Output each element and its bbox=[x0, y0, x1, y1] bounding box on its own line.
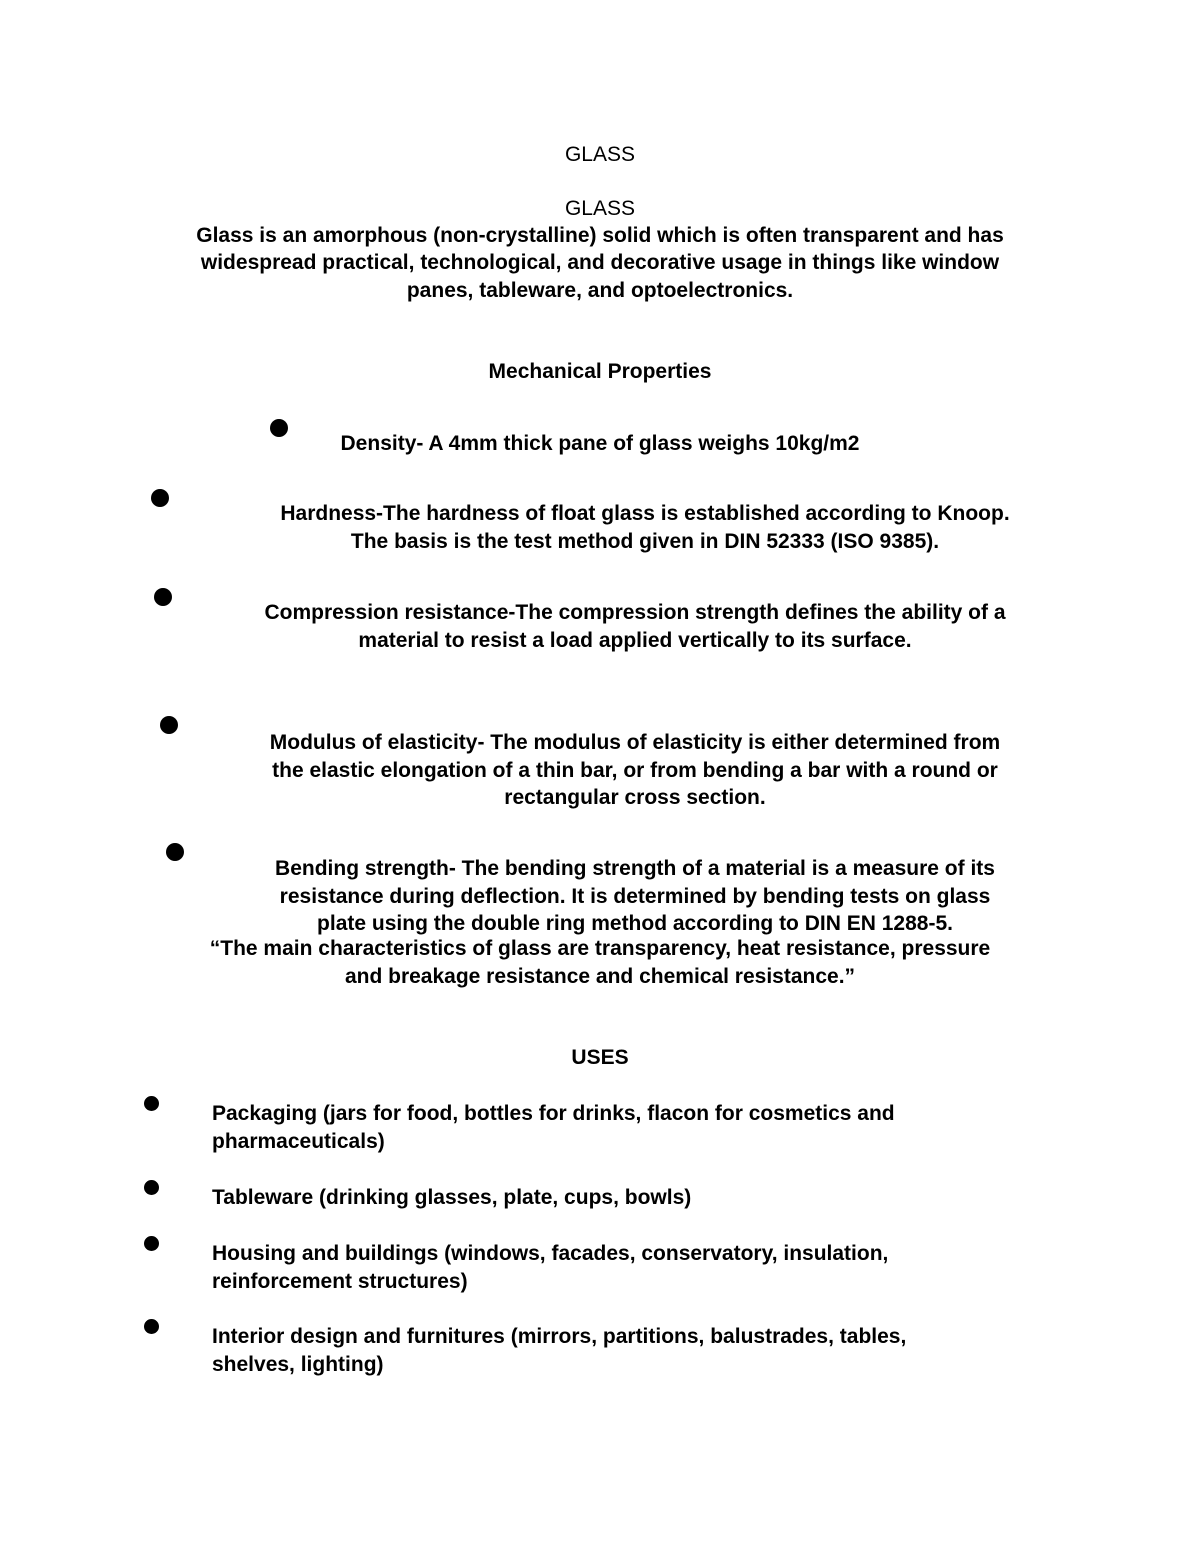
property-line: plate using the double ring method according to DIN EN 1288-5. bbox=[317, 912, 953, 935]
bullet-icon bbox=[144, 1096, 159, 1111]
bullet-icon bbox=[166, 843, 184, 861]
property-modulus bbox=[185, 729, 1085, 812]
use-line: Packaging (jars for food, bottles for drinks, flacon for cosmetics and bbox=[212, 1102, 895, 1125]
property-compression bbox=[185, 599, 1085, 654]
quote-line: “The main characteristics of glass are transparency, heat resistance, pressure bbox=[209, 937, 991, 960]
property-line: resistance during deflection. It is determined by bending tests on glass bbox=[279, 884, 991, 908]
header-title: GLASS bbox=[564, 143, 636, 166]
bullet-icon bbox=[144, 1180, 159, 1195]
property-line: Bending strength- The bending strength of a material is a measure of its bbox=[275, 857, 995, 880]
property-line: Modulus of elasticity- The modulus of elasticity is either determined from bbox=[269, 731, 1001, 754]
bullet-icon bbox=[154, 588, 172, 606]
use-line: shelves, lighting) bbox=[212, 1352, 384, 1376]
property-line: Compression resistance-The compression strength defines the ability of a bbox=[264, 601, 1006, 624]
property-line: material to resist a load applied vertically to its surface. bbox=[358, 628, 912, 652]
use-line: Housing and buildings (windows, facades, conservatory, insulation, bbox=[212, 1242, 889, 1265]
use-housing bbox=[212, 1240, 888, 1295]
property-line: rectangular cross section. bbox=[504, 786, 766, 809]
intro-line: panes, tableware, and optoelectronics. bbox=[406, 279, 794, 302]
bullet-icon bbox=[144, 1319, 159, 1334]
bullet-icon bbox=[270, 419, 288, 437]
uses-heading: USES bbox=[571, 1046, 629, 1069]
use-line: Tableware (drinking glasses, plate, cups, bowls) bbox=[212, 1186, 692, 1209]
use-tableware bbox=[212, 1184, 691, 1212]
use-line: pharmaceuticals) bbox=[212, 1129, 385, 1153]
bullet-icon bbox=[160, 716, 178, 734]
page-title: GLASS bbox=[564, 197, 636, 220]
bullet-icon bbox=[144, 1236, 159, 1251]
intro-line: widespread practical, technological, and decorative usage in things like window bbox=[200, 251, 1000, 274]
quote-line: and breakage resistance and chemical resistance.” bbox=[344, 964, 856, 988]
intro-line: Glass is an amorphous (non-crystalline) solid which is often transparent and has bbox=[196, 224, 1004, 247]
use-interior bbox=[212, 1323, 906, 1378]
use-packaging bbox=[212, 1100, 895, 1155]
property-line: The basis is the test method given in DIN 52333 (ISO 9385). bbox=[350, 529, 940, 553]
mechanical-properties-heading: Mechanical Properties bbox=[488, 360, 712, 383]
use-line: Interior design and furnitures (mirrors, partitions, balustrades, tables, bbox=[212, 1325, 907, 1348]
property-line: Hardness-The hardness of float glass is established according to Knoop. bbox=[280, 502, 1010, 525]
property-bending bbox=[185, 855, 1085, 938]
use-line: reinforcement structures) bbox=[212, 1269, 468, 1293]
characteristics-quote bbox=[100, 935, 1100, 990]
property-hardness bbox=[190, 500, 1100, 555]
property-line: the elastic elongation of a thin bar, or from bending a bar with a round or bbox=[272, 758, 998, 782]
property-density: Density- A 4mm thick pane of glass weighs 10kg/m2 bbox=[340, 432, 860, 455]
bullet-icon bbox=[151, 489, 169, 507]
